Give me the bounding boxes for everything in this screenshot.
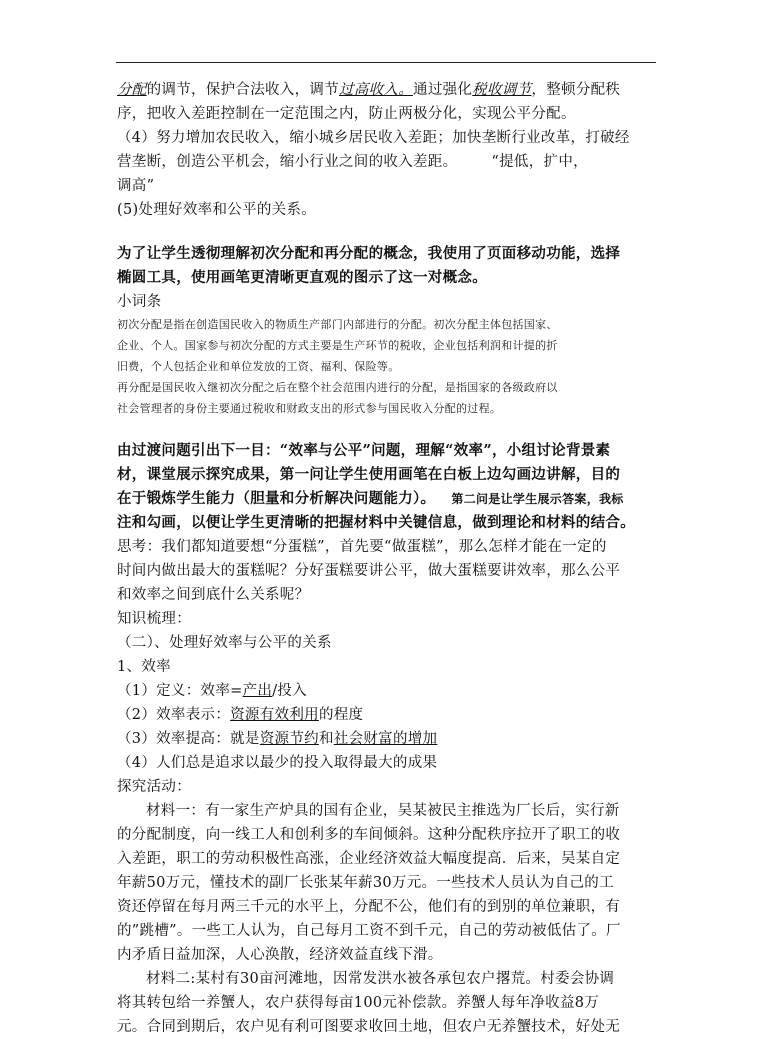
- glossary-title: 小词条: [117, 294, 162, 310]
- slogan-quote: “提低，扩中，: [491, 154, 588, 170]
- glossary-line: 初次分配是指在创造国民收入的物质生产部门内部进行的分配。初次分配主体包括国家、: [117, 318, 558, 331]
- glossary-line: 社会管理者的身份主要通过税收和财政支出的形式参与国民收入分配的过程。: [117, 402, 502, 415]
- text-span: 营垄断，创造公平机会，缩小行业之间的收入差距。: [117, 154, 458, 170]
- text-span: （3）效率提高：就是: [117, 731, 260, 747]
- text-line: 1、效率: [117, 659, 171, 675]
- text-line: 将其转包给一养蟹人，农户获得每亩100元补偿款。养蟹人每年净收益8万: [117, 995, 600, 1011]
- text-line: （4）努力增加农民收入，缩小城乡居民收入差距；加快垄断行业改革，打破经: [117, 130, 630, 146]
- text-line: 知识梳理：: [117, 611, 191, 627]
- text-line: 元。合同到期后，农户见有利可图要求收回土地，但农户无养蟹技术，好处无: [117, 1019, 621, 1035]
- text-span: ，整顿分配秩: [531, 82, 621, 98]
- text-line: 的分配制度，向一线工人和创利多的车间倾斜。这种分配秩序拉开了职工的收: [117, 827, 621, 843]
- underlined-term: 产出: [242, 683, 273, 699]
- text-span: （1）定义：效率=: [117, 683, 243, 699]
- text-line: （4）人们总是追求以最少的投入取得最大的成果: [117, 755, 438, 771]
- text-line: [117, 727, 662, 751]
- text-line: [117, 78, 662, 102]
- text-line: 调高”: [117, 178, 155, 194]
- think-section: [117, 535, 662, 607]
- header-rule: [116, 62, 656, 63]
- text-line: [117, 487, 662, 511]
- underlined-term: 社会财富的增加: [333, 731, 438, 747]
- text-line: 内矛盾日益加深，人心涣散，经济效益直线下滑。: [117, 947, 443, 963]
- text-line: 资还停留在每月两三千元的水平上，分配不公，他们有的到别的单位兼职，有: [117, 899, 621, 915]
- glossary-line: 企业、个人。国家参与初次分配的方式主要是生产环节的税收，企业包括利润和计提的折: [117, 339, 558, 352]
- text-line: 为了让学生透彻理解初次分配和再分配的概念，我使用了页面移动功能，选择: [117, 245, 621, 262]
- underlined-term: 税收调节: [472, 82, 532, 98]
- knowledge-section: [117, 607, 662, 799]
- text-span: 通过强化: [413, 82, 473, 98]
- text-span: 的程度: [318, 707, 364, 723]
- text-line: 入差距，职工的劳动积极性高涨，企业经济效益大幅度提高．后来，吴某自定: [117, 851, 621, 867]
- glossary-line: 旧费，个人包括企业和单位发放的工资、福利、保险等。: [117, 360, 400, 373]
- text-line: 的”跳槽”。一些工人认为，自己每月工资不到千元，自己的劳动被低估了。厂: [117, 923, 621, 939]
- text-line: （二）、处理好效率与公平的关系: [117, 635, 332, 651]
- document-page: [117, 78, 662, 1039]
- glossary-line: 再分配是国民收入继初次分配之后在整个社会范围内进行的分配，是指国家的各级政府以: [117, 381, 558, 394]
- text-line: [117, 703, 662, 727]
- underlined-term: 资源有效利用: [230, 707, 319, 723]
- material-two: [117, 967, 662, 1039]
- text-line: 思考：我们都知道要想“分蛋糕”，首先要“做蛋糕”，那么怎样才能在一定的: [117, 539, 607, 555]
- text-line: 探究活动：: [117, 779, 191, 795]
- text-line: 时间内做出最大的蛋糕呢？分好蛋糕要讲公平，做大蛋糕要讲效率，那么公平: [117, 563, 621, 579]
- glossary-section: [117, 290, 662, 419]
- text-span: （2）效率表示：: [117, 707, 231, 723]
- text-line: 材料二:某村有30亩河滩地，因常发洪水被各承包农户撂荒。村委会协调: [146, 971, 615, 987]
- text-line: (5)处理好效率和公平的关系。: [117, 202, 317, 218]
- text-span: 第二问是让学生展示答案，我标: [451, 492, 624, 506]
- text-line: [117, 150, 662, 174]
- text-line: 年薪50万元，懂技术的副厂长张某年薪30万元。一些技术人员认为自己的工: [117, 875, 614, 891]
- text-span: 在于锻炼学生能力（胆量和分析解决问题能力）。: [117, 490, 436, 507]
- text-line: 注和勾画，以便让学生更清晰的把握材料中关键信息，做到理论和材料的结合。: [117, 514, 635, 531]
- text-span: 的调节，保护合法收入，调节: [146, 82, 340, 98]
- text-line: 序，把收入差距控制在一定范围之内，防止两极分化，实现公平分配。: [117, 106, 576, 122]
- text-line: [117, 679, 662, 703]
- text-line: 由过渡问题引出下一目：“效率与公平”问题，理解“效率”，小组讨论背景素: [117, 442, 611, 459]
- underlined-term: 过高收入。: [339, 82, 414, 98]
- text-line: 材，课堂展示探究成果，第一问让学生使用画笔在白板上边勾画边讲解，目的: [117, 466, 621, 483]
- text-line: 和效率之间到底什么关系呢？: [117, 587, 310, 603]
- text-line: 椭圆工具，使用画笔更清晰更直观的图示了这一对概念。: [117, 269, 487, 286]
- underlined-term: 分配: [117, 82, 147, 98]
- text-span: /投入: [272, 683, 307, 699]
- underlined-term: 资源节约: [259, 731, 319, 747]
- text-line: 材料一：有一家生产炉具的国有企业，吴某被民主推选为厂长后，实行新: [146, 803, 620, 819]
- teaching-note-section: [117, 242, 662, 290]
- transition-section: [117, 439, 662, 535]
- text-span: 和: [318, 731, 334, 747]
- distribution-measures-section: [117, 78, 662, 222]
- material-one: [117, 799, 662, 967]
